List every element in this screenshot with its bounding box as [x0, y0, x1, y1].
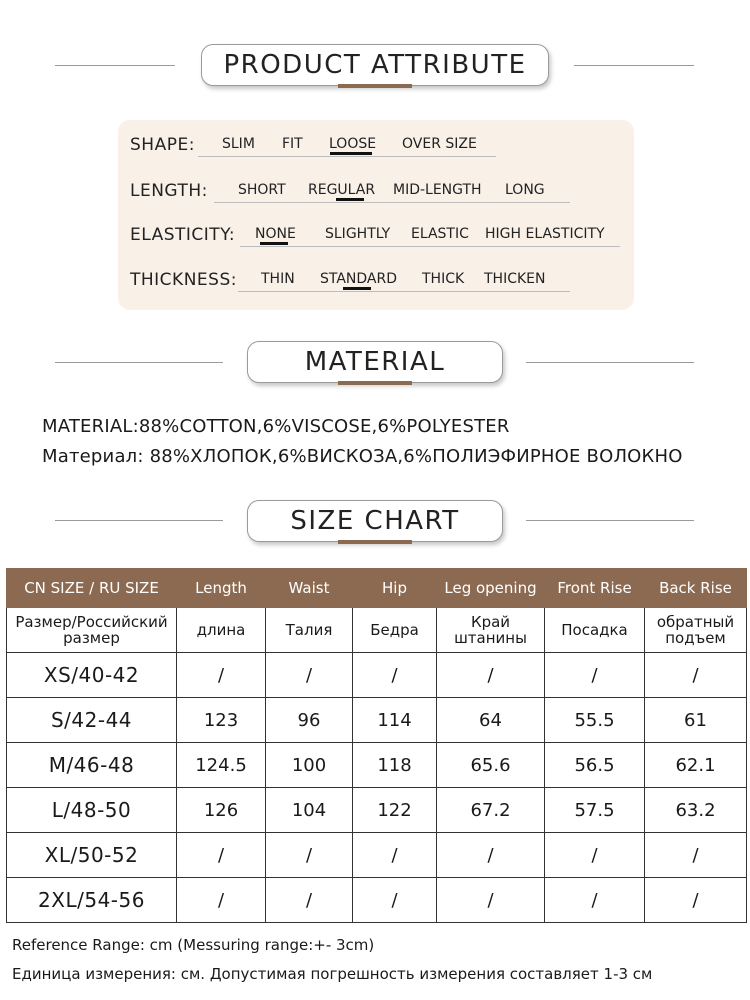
value-cell: / — [545, 878, 645, 923]
attribute-rule — [240, 246, 620, 247]
attribute-option: OVER SIZE — [402, 136, 477, 152]
value-cell: 63.2 — [645, 788, 747, 833]
material-en-label: MATERIAL: — [42, 416, 139, 437]
size-table-header — [7, 569, 747, 608]
header-cell: Back Rise — [645, 569, 747, 608]
attribute-option: SLIM — [222, 136, 255, 152]
attribute-rule — [214, 202, 570, 203]
heading-underline — [338, 540, 412, 544]
table-row — [7, 653, 747, 698]
value-cell: / — [177, 878, 266, 923]
attribute-label: THICKNESS: — [130, 270, 237, 290]
divider-left — [55, 520, 223, 521]
selected-marker — [260, 242, 288, 245]
size-cell: 2XL/54-56 — [7, 878, 177, 923]
size-table-subheader — [7, 608, 747, 653]
value-cell: 124.5 — [177, 743, 266, 788]
attribute-option: FIT — [282, 136, 303, 152]
value-cell: 122 — [353, 788, 437, 833]
material-heading — [247, 341, 503, 383]
attribute-option: HIGH ELASTICITY — [485, 226, 605, 242]
value-cell: 57.5 — [545, 788, 645, 833]
divider-left — [55, 362, 223, 363]
value-cell: 55.5 — [545, 698, 645, 743]
value-cell: 64 — [437, 698, 545, 743]
table-row — [7, 878, 747, 923]
measurement-note-ru: Единица измерения: см. Допустимая погрешность измерения составляет 1-3 см — [12, 965, 653, 983]
heading-underline — [338, 381, 412, 385]
value-cell: 100 — [266, 743, 353, 788]
table-row — [7, 698, 747, 743]
attribute-label: LENGTH: — [130, 181, 208, 201]
header-cell: Hip — [353, 569, 437, 608]
material-en-value: 88%COTTON,6%VISCOSE,6%POLYESTER — [138, 416, 510, 437]
attribute-option: SHORT — [238, 182, 286, 198]
header-cell: Front Rise — [545, 569, 645, 608]
value-cell: / — [437, 833, 545, 878]
attribute-row-elasticity — [118, 224, 634, 264]
value-cell: 67.2 — [437, 788, 545, 833]
value-cell: 65.6 — [437, 743, 545, 788]
value-cell: 118 — [353, 743, 437, 788]
selected-marker — [343, 287, 371, 290]
reference-range-note: Reference Range: cm (Messuring range:+- 3cm) — [12, 936, 375, 954]
selected-marker — [336, 198, 364, 201]
table-row — [7, 788, 747, 833]
size-cell: XL/50-52 — [7, 833, 177, 878]
header-cell: Leg opening — [437, 569, 545, 608]
material-en — [42, 416, 510, 437]
size-cell: XS/40-42 — [7, 653, 177, 698]
size-chart-heading — [247, 500, 503, 542]
size-chart-title: SIZE CHART — [290, 506, 460, 536]
material-ru-label: Материал: — [42, 446, 144, 467]
attribute-option: ELASTIC — [411, 226, 469, 242]
divider-right — [526, 520, 694, 521]
divider-right — [574, 65, 694, 66]
value-cell: 62.1 — [645, 743, 747, 788]
attribute-option: STANDARD — [320, 271, 398, 287]
attribute-option: LOOSE — [329, 136, 377, 152]
subheader-cell: длина — [177, 608, 266, 653]
size-table — [6, 568, 747, 923]
subheader-cell: Посадка — [545, 608, 645, 653]
value-cell: 123 — [177, 698, 266, 743]
attribute-row-length — [118, 180, 634, 220]
value-cell: / — [545, 653, 645, 698]
size-cell: M/46-48 — [7, 743, 177, 788]
attribute-label: SHAPE: — [130, 135, 195, 155]
attribute-option: NONE — [255, 226, 296, 242]
subheader-cell: Талия — [266, 608, 353, 653]
header-cell: CN SIZE / RU SIZE — [7, 569, 177, 608]
attribute-rule — [238, 291, 570, 292]
value-cell: 126 — [177, 788, 266, 833]
attribute-option: REGULAR — [308, 182, 376, 198]
value-cell: / — [437, 653, 545, 698]
attribute-label: ELASTICITY: — [130, 225, 236, 245]
value-cell: / — [353, 653, 437, 698]
value-cell: 104 — [266, 788, 353, 833]
value-cell: 114 — [353, 698, 437, 743]
attribute-row-shape — [118, 134, 634, 174]
product-attribute-title: PRODUCT ATTRIBUTE — [223, 50, 527, 80]
table-row — [7, 833, 747, 878]
attribute-panel — [118, 120, 634, 310]
value-cell: 96 — [266, 698, 353, 743]
value-cell: / — [266, 833, 353, 878]
material-title: MATERIAL — [304, 347, 446, 377]
value-cell: / — [266, 653, 353, 698]
subheader-cell: обратный подъем — [645, 608, 747, 653]
subheader-cell: Размер/Российский размер — [7, 608, 177, 653]
attribute-option: SLIGHTLY — [325, 226, 391, 242]
value-cell: / — [645, 833, 747, 878]
attribute-option: THIN — [261, 271, 295, 287]
header-cell: Length — [177, 569, 266, 608]
material-ru-value: 88%ХЛОПОК,6%ВИСКОЗА,6%ПОЛИЭФИРНОЕ ВОЛОКНО — [149, 446, 683, 467]
value-cell: / — [266, 878, 353, 923]
product-attribute-heading — [201, 44, 549, 86]
value-cell: / — [177, 653, 266, 698]
subheader-cell: Край штанины — [437, 608, 545, 653]
header-cell: Waist — [266, 569, 353, 608]
value-cell: / — [545, 833, 645, 878]
value-cell: / — [437, 878, 545, 923]
selected-marker — [330, 152, 372, 155]
size-cell: L/48-50 — [7, 788, 177, 833]
value-cell: 61 — [645, 698, 747, 743]
table-row — [7, 743, 747, 788]
attribute-option: MID-LENGTH — [393, 182, 482, 198]
value-cell: / — [645, 878, 747, 923]
attribute-rule — [198, 156, 496, 157]
attribute-option: THICKEN — [484, 271, 546, 287]
divider-right — [526, 362, 694, 363]
value-cell: / — [177, 833, 266, 878]
divider-left — [55, 65, 175, 66]
attribute-option: LONG — [505, 182, 545, 198]
attribute-row-thickness — [118, 269, 634, 309]
value-cell: 56.5 — [545, 743, 645, 788]
material-ru — [42, 446, 683, 467]
value-cell: / — [645, 653, 747, 698]
value-cell: / — [353, 833, 437, 878]
size-cell: S/42-44 — [7, 698, 177, 743]
subheader-cell: Бедра — [353, 608, 437, 653]
value-cell: / — [353, 878, 437, 923]
attribute-option: THICK — [422, 271, 465, 287]
heading-underline — [338, 84, 412, 88]
